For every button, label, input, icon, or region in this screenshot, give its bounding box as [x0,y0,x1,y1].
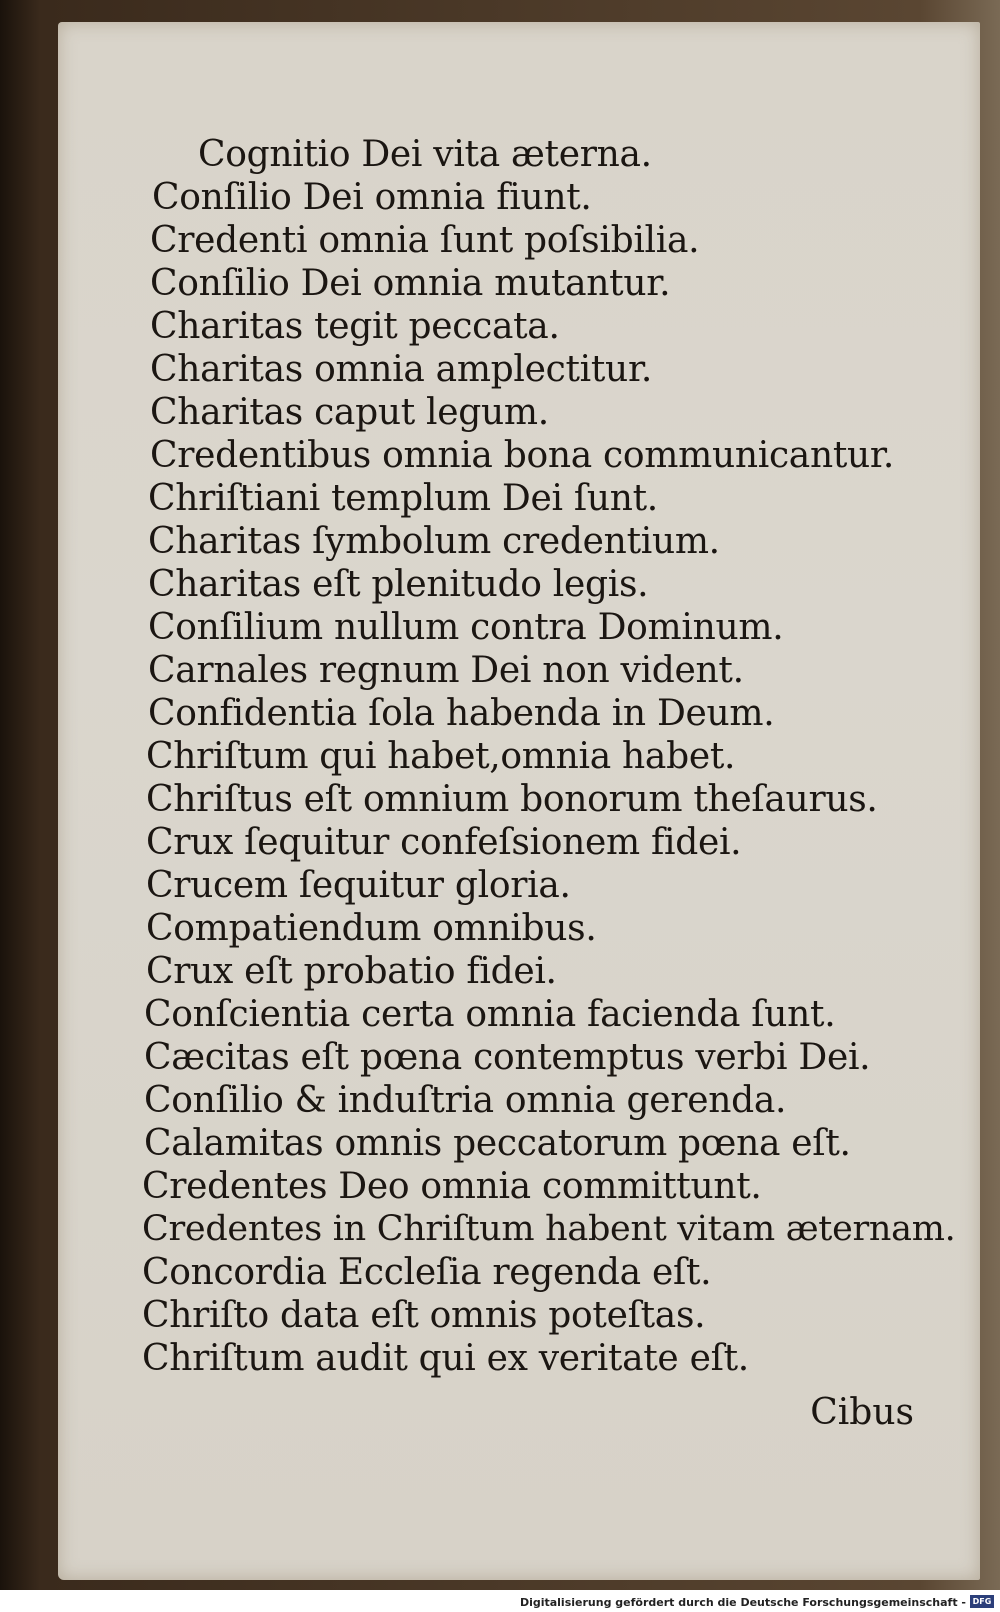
catchword: Cibus [810,1392,914,1433]
text-line: Concordia Eccleſia regenda eſt. [142,1252,712,1293]
text-line: Crux eſt probatio fidei. [146,951,557,992]
text-line: Compatiendum omnibus. [146,908,597,949]
text-line: Cognitio Dei vita æterna. [198,134,652,175]
text-line: Conſilio Dei omnia mutantur. [150,263,671,304]
text-line: Credenti omnia ſunt poſsibilia. [150,220,700,261]
text-line: Conſcientia certa omnia facienda ſunt. [144,994,836,1035]
footer-bar [0,1590,1000,1612]
text-line: Conſilio & induſtria omnia gerenda. [144,1080,787,1121]
text-line: Credentes in Chriſtum habent vitam æternam. [142,1209,956,1249]
text-line: Chriſto data eſt omnis poteſtas. [142,1295,706,1336]
text-line: Confidentia ſola habenda in Deum. [148,693,775,734]
funding-notice: Digitalisierung gefördert durch die Deutsche Forschungsgemeinschaft - [519,1596,966,1609]
text-line: Chriſtus eſt omnium bonorum theſaurus. [146,779,878,820]
text-line: Credentibus omnia bona communicantur. [150,435,895,476]
text-line: Chriſtiani templum Dei ſunt. [148,478,658,519]
text-line: Charitas ſymbolum credentium. [148,521,720,562]
text-line: Credentes Deo omnia committunt. [142,1166,762,1207]
text-line: Chriſtum qui habet,omnia habet. [146,736,736,777]
text-line: Chriſtum audit qui ex veritate eſt. [142,1338,749,1379]
text-line: Crux ſequitur confeſsionem fidei. [146,822,742,863]
text-line: Charitas tegit peccata. [150,306,560,347]
text-line: Charitas caput legum. [150,392,549,433]
text-line: Carnales regnum Dei non vident. [148,650,744,691]
text-line: Calamitas omnis peccatorum pœna eſt. [144,1123,851,1164]
dfg-logo: DFG [970,1595,994,1608]
text-line: Crucem ſequitur gloria. [146,865,571,906]
text-line: Charitas eſt plenitudo legis. [148,564,649,605]
text-line: Cæcitas eſt pœna contemptus verbi Dei. [144,1037,871,1078]
text-line: Conſilium nullum contra Dominum. [148,607,784,648]
text-line: Charitas omnia amplectitur. [150,349,653,390]
text-line: Conſilio Dei omnia fiunt. [152,177,592,218]
